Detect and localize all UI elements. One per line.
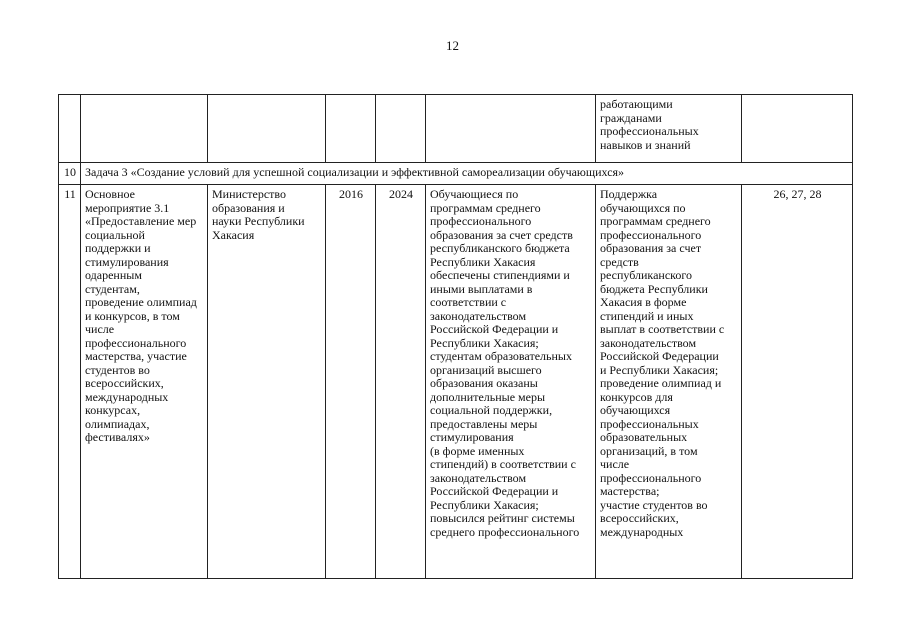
cell-directions (596, 185, 742, 579)
cell-end-year: 2024 (376, 185, 426, 579)
task-row-number: 10 (59, 163, 81, 185)
directions-text: Поддержка обучающихся по программам среднего профессионального образования за счет средств республиканского бюджета Республики Хакасия в форме стипендий и иных выплат в соответствии с законодательством Российской Федерации и Республики Хакасия; проведение олимпиад и конкурсов для обучающихся профессиональных образовательных организаций, в том числе профессионального мастерства; участие студентов во всероссийских, международных (600, 187, 725, 539)
cell-end-year (376, 95, 426, 163)
cell-indicators: 26, 27, 28 (742, 185, 853, 579)
cell-executor (208, 95, 326, 163)
table-row-activity (59, 185, 853, 579)
directions-text: работающими гражданами профессиональных навыков и знаний (600, 97, 699, 152)
cell-expected-result (426, 95, 596, 163)
activity-row-number: 11 (59, 185, 81, 579)
expected-result-text: Обучающиеся по программам среднего профессионального образования за счет средств республиканского бюджета Республики Хакасия обеспечены стипендиями и иными выплатами в соответствии с законодательством Российской Федерации и Республики Хакасия; студентам образовательных организаций высшего образования оказаны дополнительные меры социальной поддержки, предоставлены меры стимулирования (в форме именных стипендий) в соответствии с законодательством Российской Федерации и Республики Хакасия; повысился рейтинг системы среднего профессионального (430, 187, 580, 539)
cell-executor (208, 185, 326, 579)
cell-start-year: 2016 (326, 185, 376, 579)
cell-activity-name (81, 185, 208, 579)
cell-expected-result (426, 185, 596, 579)
program-activities-table (58, 94, 853, 579)
cell-start-year (326, 95, 376, 163)
cell-directions (596, 95, 742, 163)
cell-num (59, 95, 81, 163)
activity-name-text: Основное мероприятие 3.1 «Предоставление мер социальной поддержки и стимулирования одаренным студентам, проведение олимпиад и конкурсов, в том числе профессионального мастерства, участие студентов во всероссийских, международных конкурсах, олимпиадах, фестивалях» (85, 187, 197, 444)
table-row-task (59, 163, 853, 185)
page-number: 12 (446, 38, 459, 53)
cell-indicators (742, 95, 853, 163)
table-row-continuation (59, 95, 853, 163)
cell-activity-name (81, 95, 208, 163)
task-title: Задача 3 «Создание условий для успешной социализации и эффективной самореализации обучающихся» (81, 163, 853, 185)
executor-text: Министерство образования и науки Республики Хакасия (212, 187, 305, 242)
